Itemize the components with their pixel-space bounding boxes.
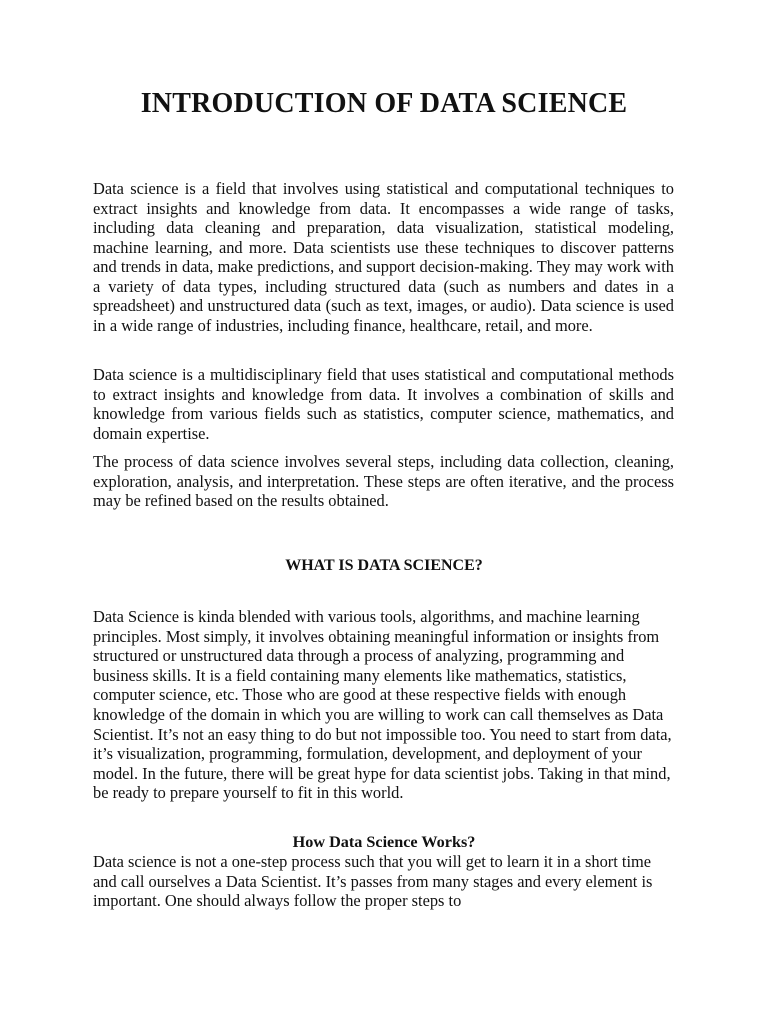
what-is-data-science-paragraph: Data Science is kinda blended with various tools, algorithms, and machine learning principles. Most simply, it involves obtaining meaningful information or insights from structured or unstructured data through a process of analyzing, programming and business skills. It is a field containing many elements like mathematics, statistics, computer science, etc. Those who are good at these respective fields with enough knowledge of the domain in which you are willing to work can call themselves as Data Scientist. It’s not an easy thing to do but not impossible too. You need to start from data, it’s visualization, programming, formulation, development, and deployment of your model. In the future, there will be great hype for data scientist jobs. Taking in that mind, be ready to prepare yourself to fit in this world.: [93, 607, 672, 803]
section-heading-what-is-data-science: WHAT IS DATA SCIENCE?: [285, 557, 483, 574]
document-title: INTRODUCTION OF DATA SCIENCE: [140, 88, 628, 119]
intro-paragraph-2: Data science is a multidisciplinary field that uses statistical and computational methods to extract insights and knowledge from data. It involves a combination of skills and knowledge from various fields such as statistics, computer science, mathematics, and domain expertise.: [93, 365, 674, 443]
how-data-science-works-paragraph: Data science is not a one-step process such that you will get to learn it in a short time and call ourselves a Data Scientist. It’s passes from many stages and every element is important. One should always follow the proper steps to: [93, 852, 653, 911]
intro-paragraph-1: Data science is a field that involves using statistical and computational techniques to extract insights and knowledge from data. It encompasses a wide range of tasks, including data cleaning and preparation, data visualization, statistical modeling, machine learning, and more. Data scientists use these techniques to discover patterns and trends in data, make predictions, and support decision-making. They may work with a variety of data types, including structured data (such as numbers and dates in a spreadsheet) and unstructured data (such as text, images, or audio). Data science is used in a wide range of industries, including finance, healthcare, retail, and more.: [93, 179, 674, 335]
section-heading-how-data-science-works: How Data Science Works?: [292, 833, 476, 851]
intro-paragraph-3: The process of data science involves several steps, including data collection, cleaning, exploration, analysis, and interpretation. These steps are often iterative, and the process may be refined based on the results obtained.: [93, 452, 674, 510]
